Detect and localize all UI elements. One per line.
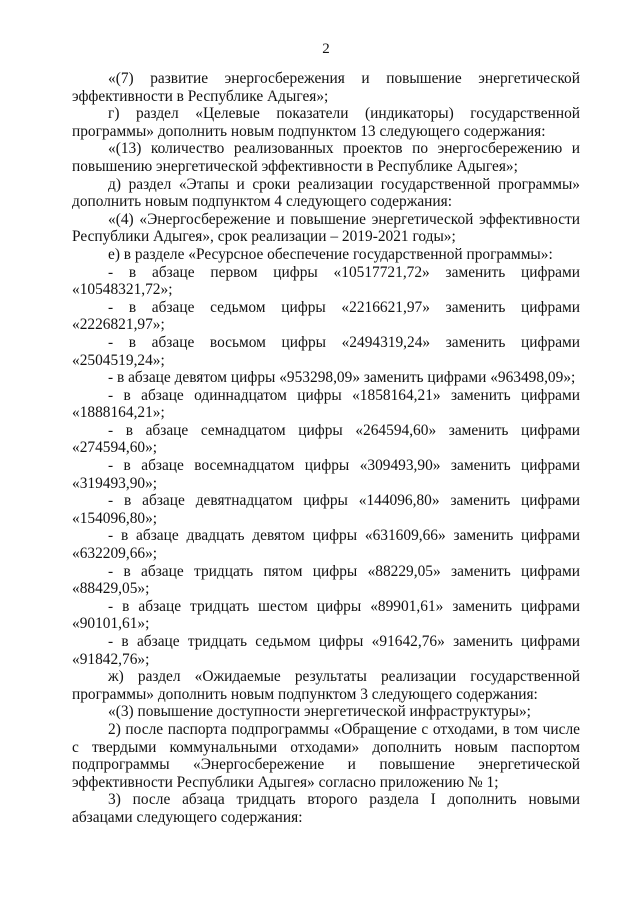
paragraph: - в абзаце тридцать шестом цифры «89901,61» заменить цифрами «90101,61»;	[72, 597, 580, 633]
paragraph: - в абзаце тридцать седьмом цифры «91642,76» заменить цифрами «91842,76»;	[72, 633, 580, 668]
paragraph: - в абзаце восемнадцатом цифры «309493,90» заменить цифрами «319493,90»;	[72, 457, 580, 492]
paragraph: 3) после абзаца тридцать второго раздела I дополнить новыми абзацами следующего содержания:	[72, 791, 580, 826]
paragraph: - в абзаце двадцать девятом цифры «631609,66» заменить цифрами «632209,66»;	[72, 527, 580, 563]
paragraph: - в абзаце семнадцатом цифры «264594,60» заменить цифрами «274594,60»;	[72, 421, 580, 457]
page-number: 2	[322, 41, 330, 57]
paragraph: - в абзаце седьмом цифры «2216621,97» заменить цифрами «2226821,97»;	[72, 298, 580, 334]
paragraph: «(7) развитие энергосбережения и повышение энергетической эффективности в Республике Адыгея»;	[72, 70, 580, 105]
document-body	[72, 70, 580, 827]
paragraph: - в абзаце первом цифры «10517721,72» заменить цифрами «10548321,72»;	[72, 263, 580, 299]
paragraph: «(4) «Энергосбережение и повышение энергетической эффективности Республики Адыгея», срок реализации – 2019-2021 годы»;	[72, 210, 580, 246]
paragraph: ж) раздел «Ожидаемые результаты реализации государственной программы» дополнить новым подпунктом 3 следующего содержания:	[72, 668, 580, 703]
paragraph: д) раздел «Этапы и сроки реализации государственной программы» дополнить новым подпунктом 4 следующего содержания:	[72, 175, 580, 211]
paragraph: - в абзаце тридцать пятом цифры «88229,05» заменить цифрами «88429,05»;	[72, 562, 580, 598]
paragraph: - в абзаце девятом цифры «953298,09» заменить цифрами «963498,09»;	[108, 369, 576, 387]
paragraph: - в абзаце восьмом цифры «2494319,24» заменить цифрами «2504519,24»;	[72, 333, 580, 369]
paragraph: 2) после паспорта подпрограммы «Обращение с отходами, в том числе с твердыми коммунальными отходами» дополнить новым паспортом подпрограммы «Энергосбережение и повышение энергетической эффективности Республики Адыгея» согласно приложению № 1;	[72, 720, 580, 791]
paragraph: е) в разделе «Ресурсное обеспечение государственной программы»:	[108, 245, 553, 263]
paragraph: - в абзаце девятнадцатом цифры «144096,80» заменить цифрами «154096,80»;	[72, 492, 580, 527]
paragraph: «(3) повышение доступности энергетической инфраструктуры»;	[108, 703, 531, 721]
paragraph: - в абзаце одиннадцатом цифры «1858164,21» заменить цифрами «1888164,21»;	[72, 386, 580, 422]
paragraph: «(13) количество реализованных проектов по энергосбережению и повышению энергетической эффективности в Республике Адыгея»;	[72, 140, 580, 175]
paragraph: г) раздел «Целевые показатели (индикаторы) государственной программы» дополнить новым подпунктом 13 следующего содержания:	[72, 105, 580, 140]
